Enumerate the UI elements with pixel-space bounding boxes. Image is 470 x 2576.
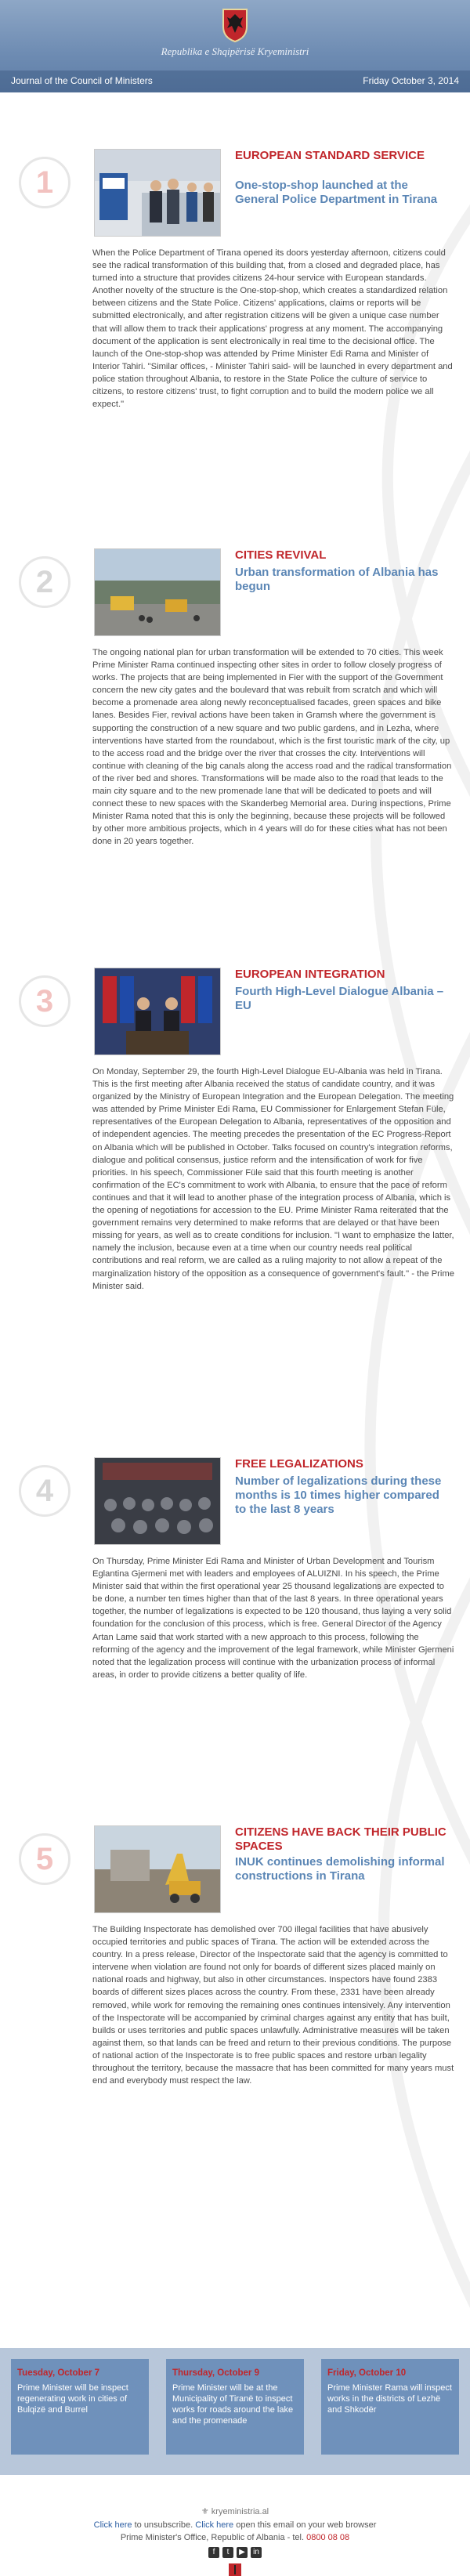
section-number-badge xyxy=(19,157,70,208)
section-subtitle: One-stop-shop launched at the General Police Department in Tirana xyxy=(235,179,438,206)
unsubscribe-text: to unsubscribe. xyxy=(132,2520,196,2530)
albanian-crest-icon xyxy=(220,6,250,42)
section-number: 5 xyxy=(35,1842,54,1876)
section-number-badge xyxy=(19,975,70,1027)
urban-renewal-photo xyxy=(94,548,221,636)
linkedin-icon[interactable]: in xyxy=(251,2547,262,2558)
crest-small-icon: ⚜ xyxy=(201,2507,212,2516)
flag-icon xyxy=(229,2563,241,2576)
agenda-day: Thursday, October 9 xyxy=(172,2368,259,2378)
agenda-box xyxy=(11,2359,149,2455)
section-title: CITIZENS HAVE BACK THEIR PUBLIC SPACES xyxy=(235,1825,446,1853)
facebook-icon[interactable]: f xyxy=(208,2547,219,2558)
section-subtitle: Urban transformation of Albania has begun xyxy=(235,566,439,593)
section-title: FREE LEGALIZATIONS xyxy=(235,1457,363,1471)
agenda-text: Prime Minister will be at the Municipality of Tiranë to inspect works for roads around the lake and the promenade xyxy=(172,2383,294,2426)
browser-text: open this email on your web browser xyxy=(233,2520,377,2530)
section-number-badge xyxy=(19,556,70,608)
section-subtitle: Number of legalizations during these months is 10 times higher compared to the last 8 years xyxy=(235,1474,442,1516)
browser-link[interactable]: Click here xyxy=(195,2520,234,2530)
agenda-day: Friday, October 10 xyxy=(327,2368,407,2378)
section-number: 3 xyxy=(35,984,54,1018)
header-banner xyxy=(0,0,470,92)
website-link[interactable] xyxy=(0,2506,470,2516)
section-title: EUROPEAN STANDARD SERVICE xyxy=(235,149,425,162)
issue-date: Friday October 3, 2014 xyxy=(363,75,459,86)
agenda-box xyxy=(166,2359,304,2455)
agenda-text: Prime Minister will be inspect regenerating work in cities of Bulqizë and Burrel xyxy=(17,2383,128,2415)
agenda-strip xyxy=(0,2348,470,2475)
section-subtitle: INUK continues demolishing informal constructions in Tirana xyxy=(235,1855,445,1883)
unsubscribe-link[interactable]: Click here xyxy=(93,2520,132,2530)
office-phone[interactable]: 0800 08 08 xyxy=(306,2533,350,2542)
section-number: 2 xyxy=(35,565,54,599)
section-body: When the Police Department of Tirana opened its doors yesterday afternoon, citizens could see the radical transformation of this building that, from a closed and degraded place, has turned into a structure that provides citizens 24-hour service with European standards. Another novelty of the structure is the One-stop-shop, which creates a standardized relation between citizens and the State Police. Citizens' applications, claims or reports will be submitted electronically, and after registration citizens will be given a unique case number that will allow them to track their applications' progress at any moment. The accompanying document of the application is sent electronically in real time to the decisional office. The launch of the One-stop-shop was attended by Prime Minister Edi Rama and Minister of Interior Tahiri. "Similar offices, - Minister Tahiri said- will be launched in every department and police station throughout Albania, to restore in the State Police the culture of service to citizens, to restore citizens' trust, to fight corruption and to build the modern police we all expect." xyxy=(92,248,453,410)
unsubscribe-line xyxy=(0,2520,470,2530)
journal-name: Journal of the Council of Ministers xyxy=(11,75,153,86)
office-contact xyxy=(0,2533,470,2542)
section-title: CITIES REVIVAL xyxy=(235,548,327,562)
eu-dialogue-photo xyxy=(94,968,221,1055)
section-number-badge xyxy=(19,1465,70,1517)
section-body: The ongoing national plan for urban transformation will be extended to 70 cities. This week Prime Minister Rama continued inspecting other sites in order to follow closely progress of works. The projects that are being implemented in Fier with the support of the Government concern the new city gates and the boulevard that was rebuilt from scratch and which will become a promenade area along newly reconceptualised facades, green spaces and bike lanes. Besides Fier, revival actions have been taken in Gramsh where the government is supporting the construction of a new square and two public gardens, and in Lezha, where interventions have started from the roundabout, which is the first touristic mark of the city, up to the access road and the bridge over the river that crosses the city. Interventions will continue with cleaning of the big canals along the access road and the radical transformation of the river bed and shores. Transformations will be made also to the road that leads to the main city square and to the new promenade lane that will be dedicated to poets and will connect these to new spaces with the Skanderbeg Memorial area. During inspections, Prime Minister Rama noted that this is only the beginning, because these projects will be followed by other more ambitious projects, which in 4 years will do for these cities what has not been done in 20 years together. xyxy=(92,648,452,847)
demolition-photo xyxy=(94,1825,221,1913)
legalization-meeting-photo xyxy=(94,1457,221,1545)
section-subtitle: Fourth High-Level Dialogue Albania – EU xyxy=(235,985,444,1012)
agenda-text: Prime Minister Rama will inspect works in the districts of Lezhë and Shkodër xyxy=(327,2383,452,2415)
section-body: On Monday, September 29, the fourth High-Level Dialogue EU-Albania was held in Tirana. This is the first meeting after Albania received the status of candidate country, and it was organized by the Ministry of European Integration and the European Delegation. The meeting was attended by Prime Minister Edi Rama, EU Commissioner for Enlargement Stefan Füle, representatives of the European Delegation to Albania, representatives of the opposition and of independent agencies. The meeting precedes the presentation of the EC Progress-Report on Albania which will be published in October. Talks focused on country's integration reforms, dialogue and political consensus, justice reform and the intensification of work for five priorities. In his speech, Commissioner Füle said that this fourth meeting is another confirmation of the EC's commitment to work with Albania, to ensure that the pace of reform continues and that it will lead to another phase of the integration process of Albania, which is the opening of negotiations for accession to the EU. Prime Minister Rama reiterated that the government remains very determined to make reforms that are delayed or that have been missing for years, as well as to create conditions for inclusion. "I want to emphasize the latter, namely the inclusion, because even at a time when our country needs real political contributions and real reform, we are called as a ruling majority to not allow a repeat of the marginalization history of the opposition as a consequence of government's fault." - the Prime Minister said. xyxy=(92,1067,454,1291)
twitter-icon[interactable]: t xyxy=(222,2547,233,2558)
website-text: kryeministria.al xyxy=(211,2507,269,2516)
youtube-icon[interactable]: ▶ xyxy=(237,2547,248,2558)
office-text: Prime Minister's Office, Republic of Albania - tel. xyxy=(120,2533,307,2542)
section-title: EUROPEAN INTEGRATION xyxy=(235,968,385,981)
section-body: On Thursday, Prime Minister Edi Rama and Minister of Urban Development and Tourism Eglantina Gjermeni met with leaders and employees of ALUIZNI. In his speech, the Prime Minister said that within the first operational year 25 thousand legalizations are expected to be done, a number ten times higher than that of the last 8 years. In three operational years together, the number of legalizations is expected to be 120 thousand, thus laying a very solid foundation for the conclusion of this process, which is free. General Director of the Agency Artan Lame said that work started with a new approach to this process, following the reforming of the agency and the improvement of the legal framework, while Minister Gjermeni noted that the legalization process will continue with the urbanization process of informal areas, in order to provide citizens a better quality of life. xyxy=(92,1557,454,1680)
section-number: 4 xyxy=(35,1474,54,1508)
agenda-box xyxy=(321,2359,459,2455)
logo-text: Republika e Shqipërisë Kryeministri xyxy=(161,45,309,57)
section-number-badge xyxy=(19,1833,70,1885)
section-body: The Building Inspectorate has demolished over 700 illegal facilities that have abusively occupied territories and public spaces of Tirana. The action will be extended across the country. In a press release, Director of the Inspectorate said that the agency is committed to intervene when violation are found not only for boards of different sizes placed mainly on national roads and highway, but also in other circumstances. Inspectors have found 2383 boards of different sizes places across the country. From these, 2331 have been already removed, while work for removing the remaining ones continues intensively. Any intervention of the Inspectorate will be accompanied by criminal charges against any entity that has built, builds or uses territories and public spaces unlawfully. Administrative measures will be taken against them, so that lands can be freed and return to their previous conditions. The purpose of national action of the Inspectorate is to free public spaces and restore urban legality throughout the territory, because the massacre that has been committed for many years must end and everybody must respect the law. xyxy=(92,1925,454,2086)
police-office-photo xyxy=(94,149,221,237)
agenda-day: Tuesday, October 7 xyxy=(17,2368,100,2378)
section-number: 1 xyxy=(35,165,54,200)
